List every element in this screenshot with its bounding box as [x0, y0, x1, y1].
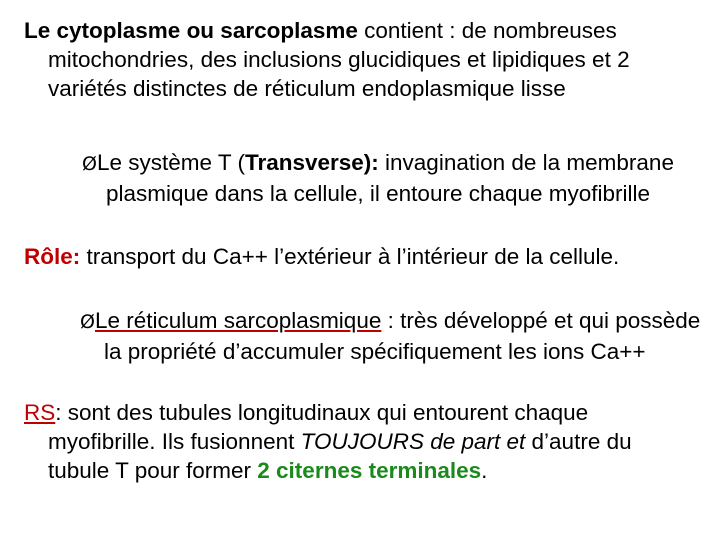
paragraph-rs	[24, 398, 698, 485]
role-text: transport du Ca++ l’extérieur à l’intérieur de la cellule.	[80, 244, 620, 269]
citernes-term: 2 citernes terminales	[257, 458, 482, 483]
arrow-bullet-icon: Ø	[80, 311, 95, 333]
cytoplasm-text: contient : de nombreuses mitochondries, des inclusions glucidiques et lipidiques et 2 variétés distinctes de réticulum endoplasmique lisse	[48, 18, 630, 101]
role-label: Rôle:	[24, 244, 81, 269]
paragraph-reticulum	[80, 306, 704, 366]
paragraph-cytoplasm	[24, 16, 698, 103]
transverse-term: Transverse):	[244, 150, 379, 175]
arrow-bullet-icon: Ø	[82, 153, 97, 175]
paragraph-system-t	[82, 148, 696, 208]
paren-open: (	[231, 150, 245, 175]
cytoplasm-term: Le cytoplasme ou sarcoplasme	[24, 18, 358, 43]
rs-italic: TOUJOURS de part et	[300, 429, 526, 454]
reticulum-label: Le réticulum sarcoplasmique	[94, 308, 382, 333]
paragraph-role	[24, 242, 698, 271]
rs-label: RS	[24, 400, 56, 425]
rs-text-1: : sont des tubules longitudinaux qui entourent chaque myofibrille. Ils fusionnent	[48, 400, 589, 454]
system-t-label: Le système T	[96, 150, 232, 175]
rs-end: .	[481, 458, 488, 483]
system-t-text: invagination de la membrane plasmique dans la cellule, il entoure chaque myofibrille	[106, 150, 674, 206]
reticulum-text: : très développé et qui possède la propriété d’accumuler spécifiquement les ions Ca++	[104, 308, 701, 364]
rs-text-2: d’autre du tubule T pour former	[48, 429, 632, 483]
